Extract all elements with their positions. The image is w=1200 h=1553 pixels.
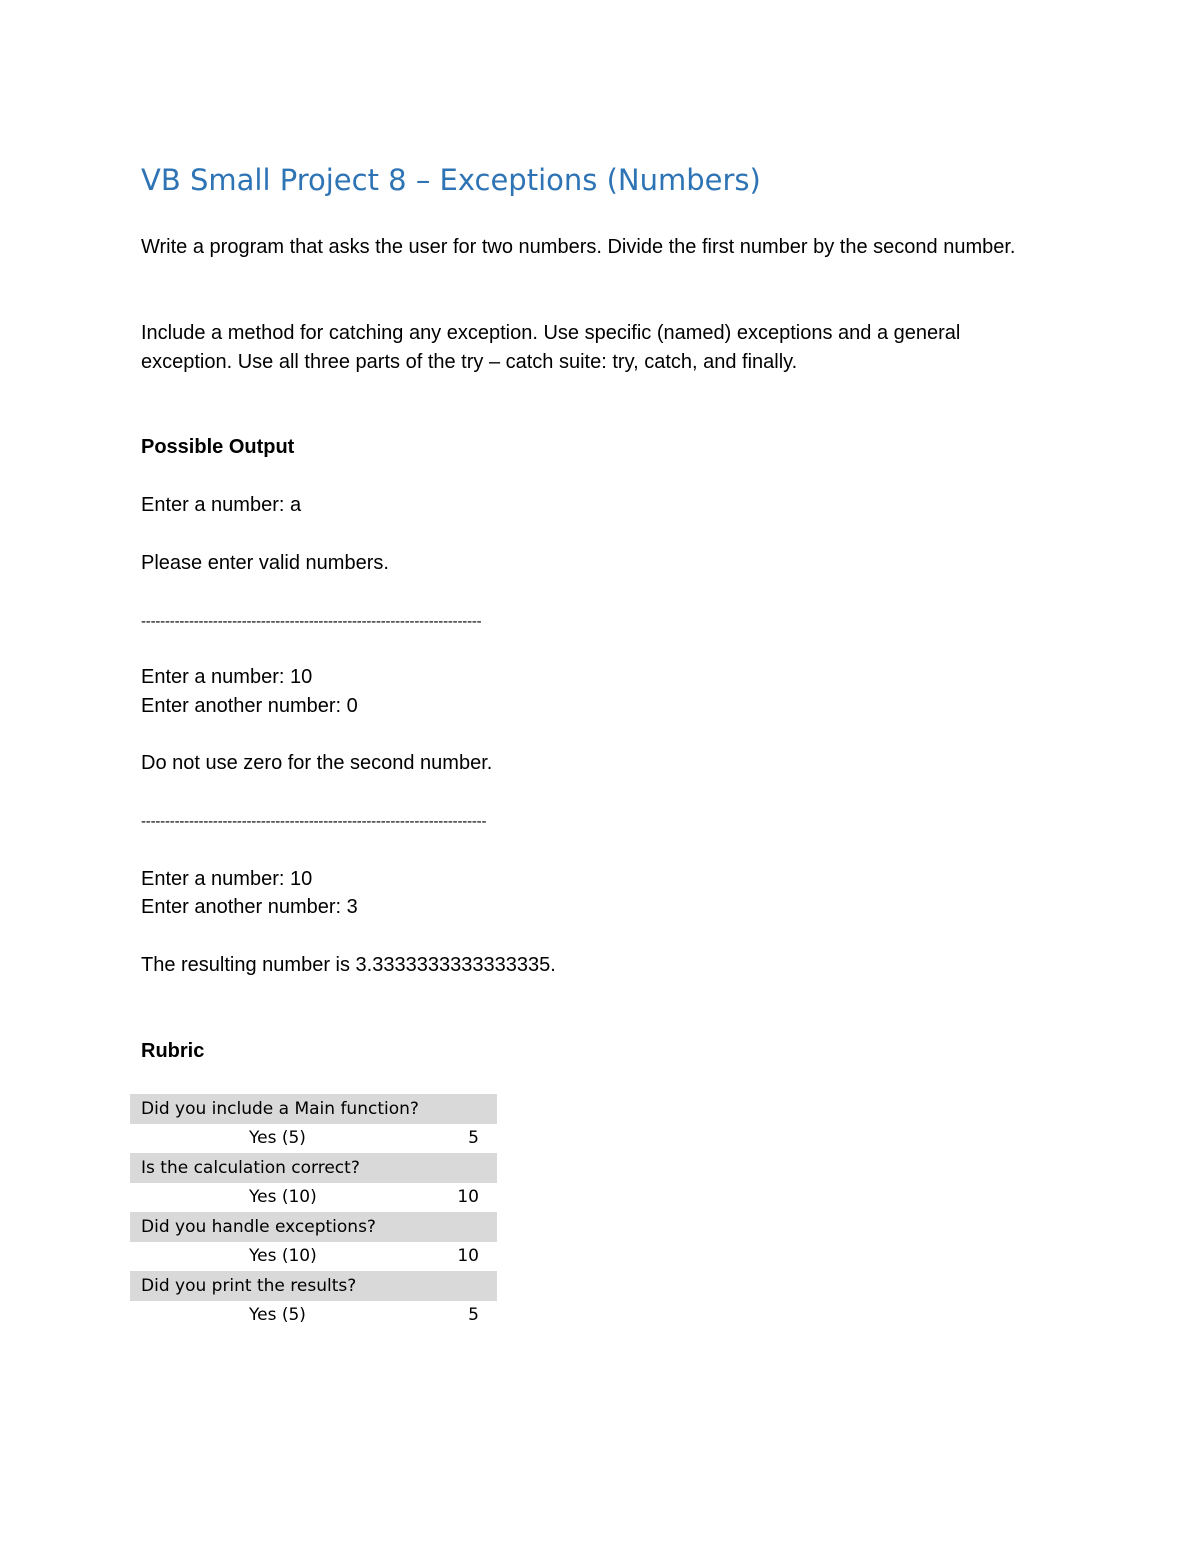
output-separator-2: ------------------------------------------------------------------------ (141, 813, 487, 830)
rubric-heading: Rubric (141, 1040, 205, 1062)
rubric-question: Did you print the results? (130, 1271, 497, 1301)
page-title: VB Small Project 8 – Exceptions (Numbers) (141, 163, 761, 197)
rubric-answer-row (130, 1242, 497, 1272)
rubric-table (130, 1094, 497, 1330)
rubric-question: Is the calculation correct? (130, 1153, 497, 1183)
rubric-question-row (130, 1271, 497, 1301)
rubric-question-row (130, 1153, 497, 1183)
rubric-points: 10 (457, 1187, 479, 1208)
output-example3-prompt1: Enter a number: 10 (141, 868, 313, 890)
rubric-answer: Yes (10) (249, 1246, 317, 1267)
rubric-points: 5 (468, 1305, 479, 1326)
rubric-question: Did you include a Main function? (130, 1094, 497, 1124)
output-example1-message: Please enter valid numbers. (141, 552, 389, 574)
rubric-question: Did you handle exceptions? (130, 1212, 497, 1242)
rubric-answer-row (130, 1301, 497, 1331)
rubric-question-row (130, 1094, 497, 1124)
intro-paragraph-2: Include a method for catching any exception. Use specific (named) exceptions and a general exception. Use all three parts of the try – catch suite: try, catch, and finally. (141, 322, 961, 373)
output-separator-1: ----------------------------------------------------------------------- (141, 613, 482, 630)
rubric-answer-row (130, 1124, 497, 1154)
output-example3-prompt2: Enter another number: 3 (141, 896, 358, 918)
output-example2-message: Do not use zero for the second number. (141, 752, 493, 774)
possible-output-heading: Possible Output (141, 436, 295, 458)
rubric-answer: Yes (10) (249, 1187, 317, 1208)
rubric-answer: Yes (5) (249, 1305, 306, 1326)
rubric-question-row (130, 1212, 497, 1242)
output-example1-prompt: Enter a number: a (141, 494, 302, 516)
intro-paragraph-1: Write a program that asks the user for two numbers. Divide the first number by the second number. (141, 236, 1016, 258)
rubric-answer: Yes (5) (249, 1128, 306, 1149)
rubric-points: 5 (468, 1128, 479, 1149)
output-example2-prompt2: Enter another number: 0 (141, 695, 358, 717)
rubric-answer-row (130, 1183, 497, 1213)
output-example3-message: The resulting number is 3.3333333333333335. (141, 954, 556, 976)
output-example2-prompt1: Enter a number: 10 (141, 666, 313, 688)
rubric-points: 10 (457, 1246, 479, 1267)
